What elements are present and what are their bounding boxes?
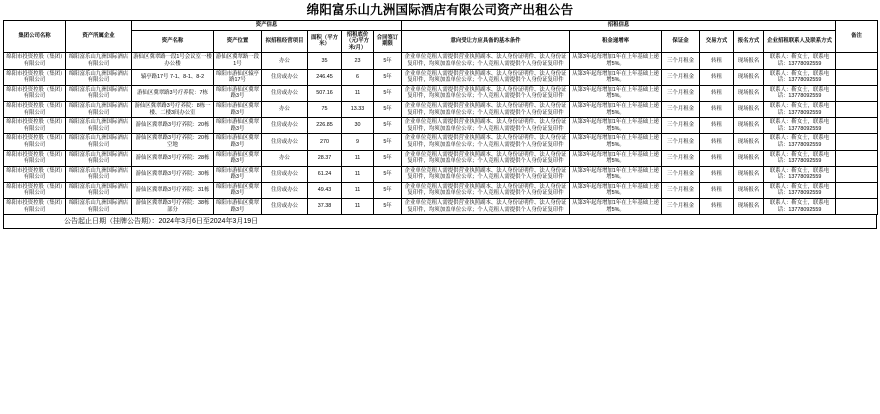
header-group-row (4, 21, 878, 31)
cell-remark (836, 101, 878, 117)
cell-conditions: 企业单位竞租人需提供营业执照副本、法人身份证明件、法人身份证复印件，均须加盖单位公章；个人竞租人需提供个人身份证复印件 (402, 69, 570, 85)
cell-contact: 联系人：靳女士，联系电话：13778092559 (764, 150, 836, 166)
cell-group-company: 绵阳市投资控股（集团）有限公司 (4, 85, 66, 101)
cell-group-company: 绵阳市投资控股（集团）有限公司 (4, 101, 66, 117)
cell-deposit: 三个月租金 (662, 53, 700, 69)
cell-contract-term: 5年 (374, 182, 402, 198)
cell-contract-term: 5年 (374, 150, 402, 166)
cell-increase-rate: 从第3年起每增加1年在上年基础上递增5%。 (570, 199, 662, 215)
cell-group-company: 绵阳市投资控股（集团）有限公司 (4, 150, 66, 166)
asset-lease-table (3, 20, 878, 215)
cell-contract-term: 5年 (374, 69, 402, 85)
cell-deposit: 三个月租金 (662, 166, 700, 182)
cell-conditions: 企业单位竞租人需提供营业执照副本、法人身份证明件、法人身份证复印件，均须加盖单位公章；个人竞租人需提供个人身份证复印件 (402, 85, 570, 101)
col-area: 面积（平方米） (308, 30, 342, 53)
cell-asset-name: 游仙区冀翠路3号疗养院：20栋 (132, 118, 214, 134)
cell-area: 226.85 (308, 118, 342, 134)
cell-increase-rate: 从第3年起每增加1年在上年基础上递增5%。 (570, 53, 662, 69)
cell-signup-mode: 现场报名 (734, 182, 764, 198)
cell-trade-mode: 转租 (700, 101, 734, 117)
cell-group-company: 绵阳市投资控股（集团）有限公司 (4, 199, 66, 215)
table-row (4, 118, 878, 134)
cell-planned-project: 办公 (262, 150, 308, 166)
table-row (4, 85, 878, 101)
table-row (4, 53, 878, 69)
cell-remark (836, 69, 878, 85)
col-owner-enterprise: 资产所属企业 (66, 21, 132, 53)
cell-contact: 联系人：靳女士，联系电话：13778092559 (764, 101, 836, 117)
table-body (4, 53, 878, 215)
cell-contact: 联系人：靳女士，联系电话：13778092559 (764, 118, 836, 134)
cell-base-price: 6 (342, 69, 374, 85)
cell-area: 75 (308, 101, 342, 117)
cell-planned-project: 办公 (262, 101, 308, 117)
cell-group-company: 绵阳市投资控股（集团）有限公司 (4, 53, 66, 69)
group-header-asset-info: 资产信息 (132, 21, 402, 31)
cell-base-price: 9 (342, 134, 374, 150)
cell-remark (836, 150, 878, 166)
col-remark: 备注 (836, 21, 878, 53)
cell-contract-term: 5年 (374, 53, 402, 69)
cell-base-price: 23 (342, 53, 374, 69)
cell-trade-mode: 转租 (700, 53, 734, 69)
col-asset-name: 资产名称 (132, 30, 214, 53)
cell-contact: 联系人：靳女士，联系电话：13778092559 (764, 69, 836, 85)
cell-asset-name: 游仙区冀翠路3号疗养院：31栋 (132, 182, 214, 198)
col-trade-mode: 交易方式 (700, 30, 734, 53)
col-contract-term: 合同签订期限 (374, 30, 402, 53)
cell-increase-rate: 从第3年起每增加1年在上年基础上递增5%。 (570, 118, 662, 134)
cell-base-price: 30 (342, 118, 374, 134)
cell-owner-enterprise: 绵阳富乐山九洲国际酒店有限公司 (66, 69, 132, 85)
cell-conditions: 企业单位竞租人需提供营业执照副本、法人身份证明件、法人身份证复印件，均须加盖单位公章；个人竞租人需提供个人身份证复印件 (402, 166, 570, 182)
cell-asset-name: 游仙区冀翠路3号疗养院：20栋空地 (132, 134, 214, 150)
cell-increase-rate: 从第3年起每增加1年在上年基础上递增5%。 (570, 150, 662, 166)
cell-asset-location: 绵阳市游仙区冀翠路3号 (214, 101, 262, 117)
cell-trade-mode: 转租 (700, 166, 734, 182)
cell-owner-enterprise: 绵阳富乐山九洲国际酒店有限公司 (66, 53, 132, 69)
cell-asset-name: 游仙区冀翠路3号疗养院：38栋部分 (132, 199, 214, 215)
cell-area: 37.38 (308, 199, 342, 215)
cell-owner-enterprise: 绵阳富乐山九洲国际酒店有限公司 (66, 199, 132, 215)
cell-base-price: 11 (342, 166, 374, 182)
table-row (4, 134, 878, 150)
cell-signup-mode: 现场报名 (734, 53, 764, 69)
col-contact: 企业招租联系人及联系方式 (764, 30, 836, 53)
cell-planned-project: 住房或办公 (262, 166, 308, 182)
cell-remark (836, 53, 878, 69)
cell-base-price: 13.33 (342, 101, 374, 117)
cell-group-company: 绵阳市投资控股（集团）有限公司 (4, 69, 66, 85)
cell-planned-project: 住房或办公 (262, 85, 308, 101)
cell-area: 507.16 (308, 85, 342, 101)
cell-remark (836, 199, 878, 215)
cell-area: 61.24 (308, 166, 342, 182)
cell-trade-mode: 转租 (700, 69, 734, 85)
table-row (4, 150, 878, 166)
cell-signup-mode: 现场报名 (734, 118, 764, 134)
cell-signup-mode: 现场报名 (734, 166, 764, 182)
cell-planned-project: 住房或办公 (262, 199, 308, 215)
cell-contact: 联系人：靳女士，联系电话：13778092559 (764, 199, 836, 215)
cell-conditions: 企业单位竞租人需提供营业执照副本、法人身份证明件、法人身份证复印件，均须加盖单位公章；个人竞租人需提供个人身份证复印件 (402, 134, 570, 150)
col-conditions: 意向受让方应具备的基本条件 (402, 30, 570, 53)
cell-conditions: 企业单位竞租人需提供营业执照副本、法人身份证明件、法人身份证复印件，均须加盖单位公章；个人竞租人需提供个人身份证复印件 (402, 182, 570, 198)
cell-increase-rate: 从第3年起每增加1年在上年基础上递增5%。 (570, 166, 662, 182)
cell-asset-name: 辕亭路17号 7-1、8-1、8-2 (132, 69, 214, 85)
cell-conditions: 企业单位竞租人需提供营业执照副本、法人身份证明件、法人身份证复印件，均须加盖单位公章；个人竞租人需提供个人身份证复印件 (402, 118, 570, 134)
cell-base-price: 11 (342, 199, 374, 215)
cell-planned-project: 住房或办公 (262, 182, 308, 198)
cell-owner-enterprise: 绵阳富乐山九洲国际酒店有限公司 (66, 101, 132, 117)
cell-group-company: 绵阳市投资控股（集团）有限公司 (4, 118, 66, 134)
cell-area: 49.43 (308, 182, 342, 198)
cell-remark (836, 134, 878, 150)
cell-asset-name: 游仙区冀翠路3号疗养院：8栋一楼、二楼3间办公室 (132, 101, 214, 117)
table-row (4, 69, 878, 85)
cell-contract-term: 5年 (374, 101, 402, 117)
cell-base-price: 11 (342, 182, 374, 198)
table-row (4, 199, 878, 215)
cell-contact: 联系人：靳女士，联系电话：13778092559 (764, 53, 836, 69)
cell-remark (836, 182, 878, 198)
cell-remark (836, 85, 878, 101)
cell-asset-name: 游仙区冀翠路3号疗养院：30栋 (132, 166, 214, 182)
table-row (4, 166, 878, 182)
cell-deposit: 三个月租金 (662, 182, 700, 198)
group-header-lease-info: 招租信息 (402, 21, 836, 31)
cell-planned-project: 住房或办公 (262, 134, 308, 150)
cell-signup-mode: 现场报名 (734, 134, 764, 150)
cell-trade-mode: 转租 (700, 85, 734, 101)
cell-contact: 联系人：靳女士，联系电话：13778092559 (764, 166, 836, 182)
cell-contact: 联系人：靳女士，联系电话：13778092559 (764, 182, 836, 198)
cell-conditions: 企业单位竞租人需提供营业执照副本、法人身份证明件、法人身份证复印件，均须加盖单位公章；个人竞租人需提供个人身份证复印件 (402, 150, 570, 166)
cell-asset-location: 绵阳市游仙区冀翠路3号 (214, 85, 262, 101)
cell-contract-term: 5年 (374, 134, 402, 150)
cell-planned-project: 办公 (262, 53, 308, 69)
cell-remark (836, 166, 878, 182)
cell-trade-mode: 转租 (700, 199, 734, 215)
cell-signup-mode: 现场报名 (734, 69, 764, 85)
cell-contract-term: 5年 (374, 199, 402, 215)
cell-group-company: 绵阳市投资控股（集团）有限公司 (4, 166, 66, 182)
cell-asset-location: 绵阳市游仙区冀翠路3号 (214, 150, 262, 166)
cell-area: 35 (308, 53, 342, 69)
cell-asset-name: 游仙区冀翠路3号疗养院：7栋 (132, 85, 214, 101)
cell-asset-location: 游仙区冀翠路一段1号 (214, 53, 262, 69)
cell-signup-mode: 现场报名 (734, 199, 764, 215)
col-base-price: 招租底价（元/平方米/月） (342, 30, 374, 53)
cell-owner-enterprise: 绵阳富乐山九洲国际酒店有限公司 (66, 118, 132, 134)
cell-asset-name: 游仙区冀翠路3号疗养院：28栋 (132, 150, 214, 166)
table-row (4, 182, 878, 198)
cell-deposit: 三个月租金 (662, 150, 700, 166)
col-deposit: 保证金 (662, 30, 700, 53)
page-title: 绵阳富乐山九洲国际酒店有限公司资产出租公告 (306, 3, 574, 17)
cell-deposit: 三个月租金 (662, 134, 700, 150)
cell-asset-location: 绵阳市游仙区冀翠路3号 (214, 134, 262, 150)
header-column-row (4, 30, 878, 53)
cell-deposit: 三个月租金 (662, 101, 700, 117)
cell-contract-term: 5年 (374, 166, 402, 182)
cell-contact: 联系人：靳女士，联系电话：13778092559 (764, 134, 836, 150)
cell-contact: 联系人：靳女士，联系电话：13778092559 (764, 85, 836, 101)
cell-remark (836, 118, 878, 134)
cell-deposit: 三个月租金 (662, 85, 700, 101)
cell-owner-enterprise: 绵阳富乐山九洲国际酒店有限公司 (66, 182, 132, 198)
cell-trade-mode: 转租 (700, 182, 734, 198)
cell-asset-name: 游仙区冀翠路一段1号会议室一楼办公楼 (132, 53, 214, 69)
cell-area: 246.45 (308, 69, 342, 85)
col-increase-rate: 租金递增率 (570, 30, 662, 53)
table-row (4, 101, 878, 117)
cell-conditions: 企业单位竞租人需提供营业执照副本、法人身份证明件、法人身份证复印件，均须加盖单位公章；个人竞租人需提供个人身份证复印件 (402, 199, 570, 215)
cell-planned-project: 住房或办公 (262, 118, 308, 134)
col-planned-project: 拟招租经营项目 (262, 30, 308, 53)
cell-deposit: 三个月租金 (662, 199, 700, 215)
cell-trade-mode: 转租 (700, 150, 734, 166)
cell-owner-enterprise: 绵阳富乐山九洲国际酒店有限公司 (66, 166, 132, 182)
cell-group-company: 绵阳市投资控股（集团）有限公司 (4, 182, 66, 198)
cell-asset-location: 绵阳市游仙区辕亭路17号 (214, 69, 262, 85)
col-signup-mode: 报名方式 (734, 30, 764, 53)
cell-base-price: 11 (342, 150, 374, 166)
cell-contract-term: 5年 (374, 118, 402, 134)
cell-asset-location: 绵阳市游仙区冀翠路3号 (214, 118, 262, 134)
cell-signup-mode: 现场报名 (734, 150, 764, 166)
cell-increase-rate: 从第3年起每增加1年在上年基础上递增5%。 (570, 134, 662, 150)
cell-area: 270 (308, 134, 342, 150)
col-asset-location: 资产位置 (214, 30, 262, 53)
cell-trade-mode: 转租 (700, 134, 734, 150)
cell-deposit: 三个月租金 (662, 118, 700, 134)
cell-increase-rate: 从第3年起每增加1年在上年基础上递增5%。 (570, 85, 662, 101)
cell-conditions: 企业单位竞租人需提供营业执照副本、法人身份证明件、法人身份证复印件，均须加盖单位公章；个人竞租人需提供个人身份证复印件 (402, 53, 570, 69)
cell-trade-mode: 转租 (700, 118, 734, 134)
cell-group-company: 绵阳市投资控股（集团）有限公司 (4, 134, 66, 150)
cell-conditions: 企业单位竞租人需提供营业执照副本、法人身份证明件、法人身份证复印件，均须加盖单位公章；个人竞租人需提供个人身份证复印件 (402, 101, 570, 117)
announcement-period-note: 公告起止日期（挂牌公告期）：2024年3月6日至2024年3月19日 (3, 215, 877, 229)
cell-signup-mode: 现场报名 (734, 101, 764, 117)
cell-increase-rate: 从第3年起每增加1年在上年基础上递增5%。 (570, 182, 662, 198)
cell-increase-rate: 从第3年起每增加1年在上年基础上递增5%。 (570, 69, 662, 85)
cell-base-price: 11 (342, 85, 374, 101)
cell-deposit: 三个月租金 (662, 69, 700, 85)
cell-owner-enterprise: 绵阳富乐山九洲国际酒店有限公司 (66, 85, 132, 101)
cell-area: 28.37 (308, 150, 342, 166)
cell-increase-rate: 从第3年起每增加1年在上年基础上递增5%。 (570, 101, 662, 117)
cell-owner-enterprise: 绵阳富乐山九洲国际酒店有限公司 (66, 134, 132, 150)
cell-owner-enterprise: 绵阳富乐山九洲国际酒店有限公司 (66, 150, 132, 166)
cell-asset-location: 绵阳市游仙区冀翠路3号 (214, 182, 262, 198)
cell-signup-mode: 现场报名 (734, 85, 764, 101)
cell-planned-project: 住房或办公 (262, 69, 308, 85)
col-group-company: 集团公司名称 (4, 21, 66, 53)
cell-asset-location: 绵阳市游仙区冀翠路3号 (214, 166, 262, 182)
cell-asset-location: 绵阳市游仙区冀翠路3号 (214, 199, 262, 215)
cell-contract-term: 5年 (374, 85, 402, 101)
